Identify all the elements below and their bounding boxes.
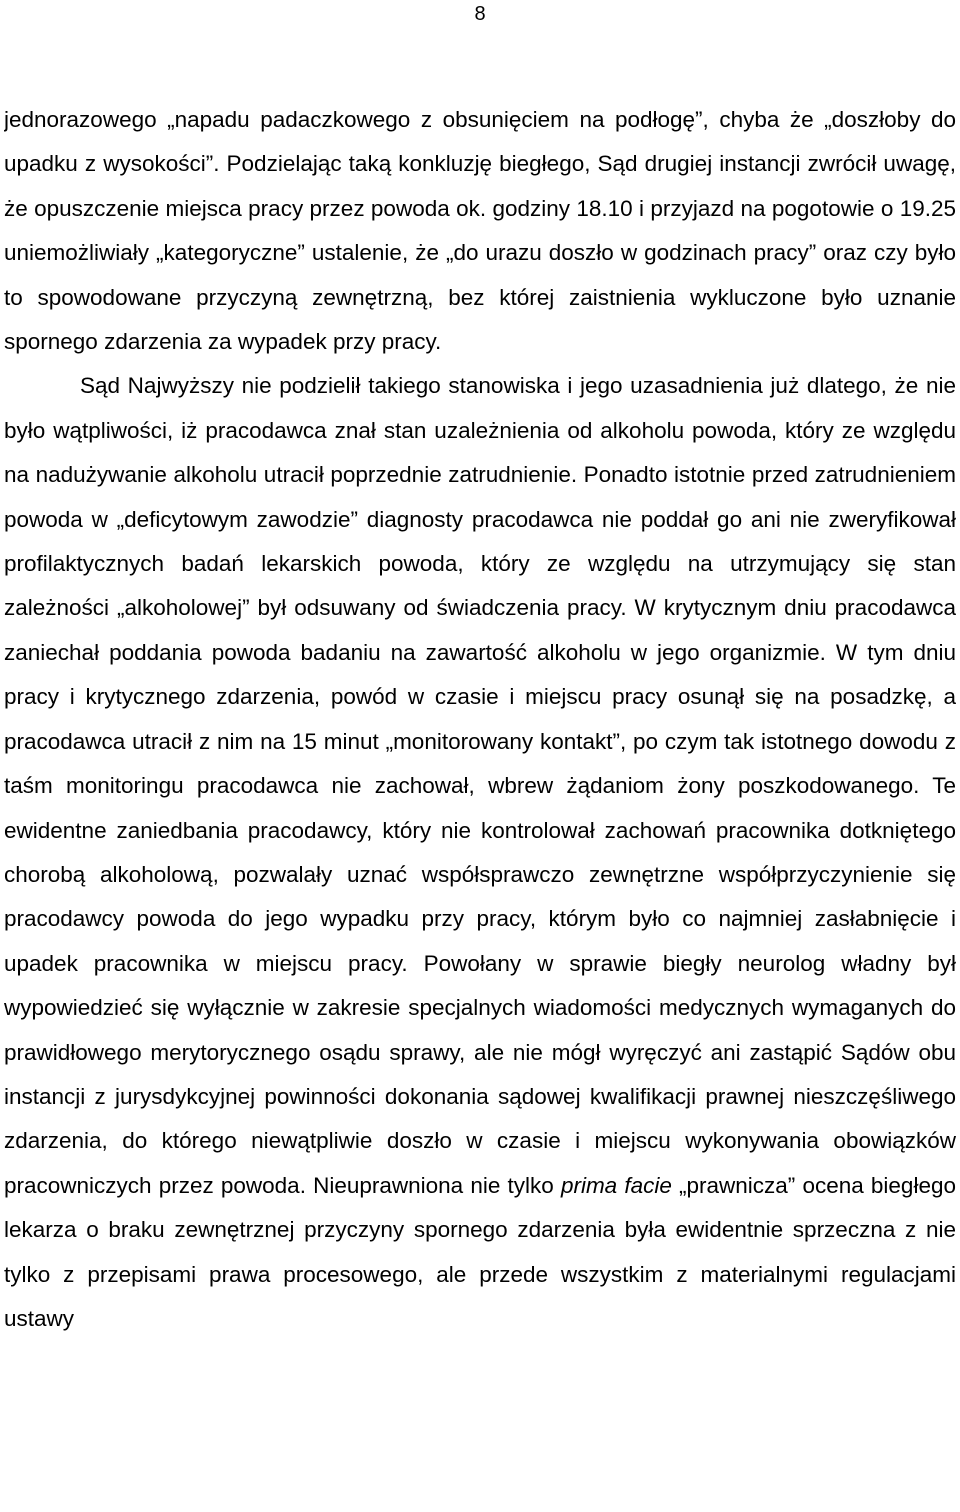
paragraph-2-text-start: Sąd Najwyższy nie podzielił takiego stanowiska i jego uzasadnienia już dlatego, że nie było wątpliwości, iż pracodawca znał stan uzależnienia od alkoholu powoda, który ze względu na nadużywanie alkoholu utracił poprzednie zatrudnienie. Ponadto istotnie przed zatrudnieniem powoda w „deficytowym zawodzie” diagnosty pracodawca nie poddał go ani nie zweryfikował profilaktycznych badań lekarskich powoda, który ze względu na utrzymujący się stan zależności „alkoholowej” był odsuwany od świadczenia pracy. W krytycznym dniu pracodawca zaniechał poddania powoda badaniu na zawartość alkoholu w jego organizmie. W tym dniu pracy i krytycznego zdarzenia, powód w czasie i miejscu pracy osunął się na posadzkę, a pracodawca utracił z nim na 15 minut „monitorowany kontakt”, po czym tak istotnego dowodu z taśm monitoringu pracodawca nie zachował, wbrew żądaniom żony poszkodowanego. Te ewidentne zaniedbania pracodawcy, który nie kontrolował zachowań pracownika dotkniętego chorobą alkoholową, pozwalały uznać współsprawczo zewnętrzne współprzyczynienie się pracodawcy powoda do jego wypadku przy pracy, którym było co najmniej zasłabnięcie i upadek pracownika w miejscu pracy. Powołany w sprawie biegły neurolog władny był wypowiedzieć się wyłącznie w zakresie specjalnych wiadomości medycznych wymaganych do prawidłowego merytorycznego osądu sprawy, ale nie mógł wyręczyć ani zastąpić Sądów obu instancji z jurysdykcyjnej powinności dokonania sądowej kwalifikacji prawnej nieszczęśliwego zdarzenia, do którego niewątpliwie doszło w czasie i miejscu wykonywania obowiązków pracowniczych przez powoda. Nieuprawniona nie tylko [4,373,956,1198]
document-body [4,98,956,1512]
paragraph-1: jednorazowego „napadu padaczkowego z obsunięciem na podłogę”, chyba że „doszłoby do upadku z wysokości”. Podzielając taką konkluzję biegłego, Sąd drugiej instancji zwrócił uwagę, że opuszczenie miejsca pracy przez powoda ok. godziny 18.10 i przyjazd na pogotowie o 19.25 uniemożliwiały „kategoryczne” ustalenie, że „do urazu doszło w godzinach pracy” oraz czy było to spowodowane przyczyną zewnętrzną, bez której zaistnienia wykluczone było uznanie spornego zdarzenia za wypadek przy pracy. [4,107,956,355]
italic-phrase: prima facie [560,1172,672,1198]
paragraph-2-text-end: „prawnicza” ocena biegłego lekarza o braku zewnętrznej przyczyny spornego zdarzenia była ewidentnie sprzeczna z nie tylko z przepisami prawa procesowego, ale przede wszystkim z materialnymi regulacjami ustawy [4,1172,956,1331]
paragraph-2 [4,364,956,1341]
page-number: 8 [474,3,486,25]
